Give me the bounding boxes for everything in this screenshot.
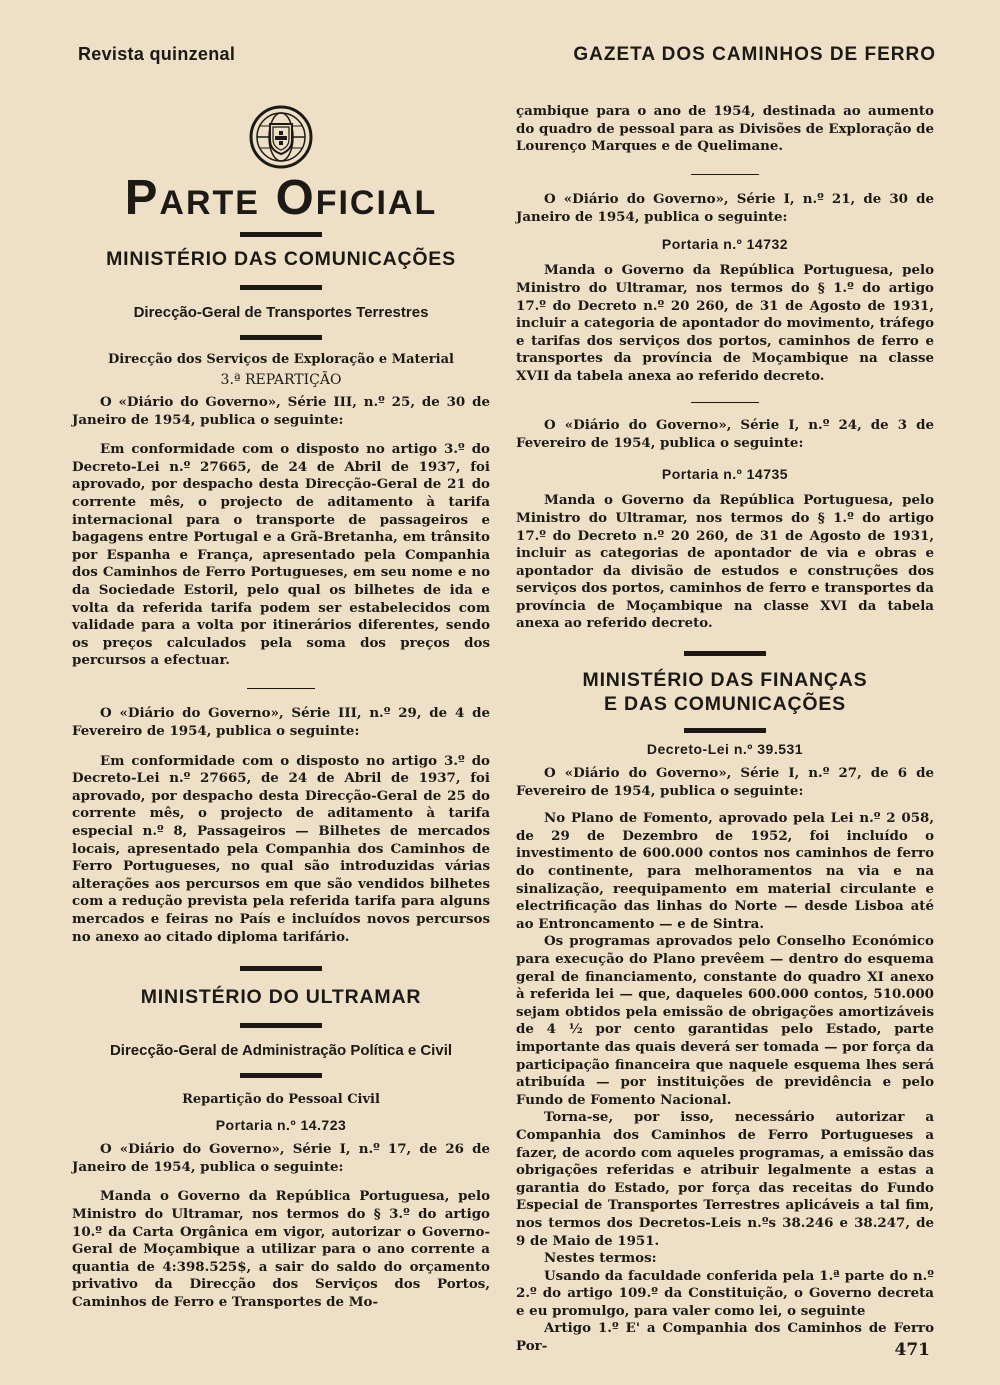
divider: [240, 285, 322, 290]
divider: [240, 1023, 322, 1028]
ministry-heading: MINISTÉRIO DAS COMUNICAÇÕES: [106, 248, 456, 270]
paragraph: Torna-se, por isso, necessário autorizar a Companhia dos Caminhos de Ferro Portugueses a fazer, de acordo com aqueles programas, a emissão das obrigações referidas e atribuir legalmente a estas a garantia do Estado, por força das receitas do Fundo Especial de Transportes Terrestres aplicáveis a tal fim, nos termos dos Decretos-Leis n.ºs 38.246 e 38.247, de 9 de Maio de 1951.: [516, 1109, 934, 1249]
directorate-heading: Direcção-Geral de Transportes Terrestres: [133, 304, 429, 321]
right-column: [516, 103, 934, 1356]
divider: [240, 1073, 322, 1078]
ministry-heading: MINISTÉRIO DO ULTRAMAR: [140, 986, 422, 1009]
paragraph: Nestes termos:: [544, 1250, 657, 1267]
ministry-heading: E DAS COMUNICAÇÕES: [604, 693, 846, 716]
ministry-heading: MINISTÉRIO DAS FINANÇAS: [582, 669, 868, 692]
left-column: [72, 100, 490, 1311]
coat-of-arms-icon: [248, 104, 314, 170]
department-heading: Repartição do Pessoal Civil: [182, 1092, 380, 1108]
divider: [691, 402, 759, 404]
divider: [247, 688, 315, 690]
divider: [684, 728, 766, 733]
paragraph: Em conformidade com o disposto no artigo 3.º do Decreto-Lei n.º 27665, de 24 de Abril de 1937, foi aprovado, por despacho desta Direcção-Geral de 25 do corrente mês, o projecto de aditamento à tarifa especial n.º 8, Passageiros — Bilhetes de mercados locais, apresentado pela Companhia dos Caminhos de Ferro Portugueses, no qual são introduzidas várias alterações aos percursos em que são vendidos bilhetes com a redução prevista pela referida tarifa para alguns mercados e feiras no País e incluídos novos percursos no anexo ao citado diploma tarifário.: [72, 752, 490, 945]
paragraph: O «Diário do Governo», Série I, n.º 24, de 3 de Fevereiro de 1954, publica o seguinte:: [516, 417, 934, 451]
department-heading: 3.ª REPARTIÇÃO: [220, 372, 342, 388]
paragraph: Usando da faculdade conferida pela 1.ª parte do n.º 2.º do artigo 109.º da Constituição, o Governo decreta e eu promulgo, para valer como lei, o seguinte: [516, 1267, 934, 1319]
divider: [240, 335, 322, 340]
paragraph: O «Diário do Governo», Série I, n.º 21, de 30 de Janeiro de 1954, publica o seguinte:: [516, 191, 934, 225]
paragraph: çambique para o ano de 1954, destinada ao aumento do quadro de pessoal para as Divisões de Exploração de Lourenço Marques e de Quelimane.: [516, 103, 934, 155]
page-number: 471: [894, 1340, 930, 1360]
paragraph: O «Diário do Governo», Série III, n.º 25, de 30 de Janeiro de 1954, publica o seguinte:: [72, 394, 490, 428]
divider: [240, 232, 322, 237]
paragraph: No Plano de Fomento, aprovado pela Lei n.º 2 058, de 29 de Dezembro de 1952, foi incluído o investimento de 600.000 contos nos caminhos de ferro do continente, para melhoramentos na via e na sinalização, reequipamento em material circulante e electrificação das linhas do Norte — desde Lisboa até ao Entroncamento — e de Sintra.: [516, 810, 934, 932]
service-heading: Direcção dos Serviços de Exploração e Material: [108, 352, 454, 367]
paragraph: Os programas aprovados pelo Conselho Económico para execução do Plano prevêem — dentro do esquema geral de financiamento, constante do quadro XI anexo à referida lei — que, daqueles 600.000 contos, 510.000 sejam obtidos pela emissão de obrigações amortizáveis de 4 ½ por cento garantidas pelo Estado, parte importante das quais deverá ser tomada — por força da participação financeira que naquele esquema lhes será atribuída — por instituições de previdência e pelo Fundo de Fomento Nacional.: [516, 933, 934, 1108]
portaria-heading: Portaria n.º 14735: [661, 466, 789, 483]
header-right: GAZETA DOS CAMINHOS DE FERRO: [573, 44, 936, 65]
page-title: Parte Oficial: [124, 171, 438, 225]
paragraph: Manda o Governo da República Portuguesa, pelo Ministro do Ultramar, nos termos do § 1.º do artigo 17.º do Decreto n.º 20 260, de 31 de Agosto de 1931, incluir as categorias de apontador de via e obras e apontador da divisão de estudos e construções dos serviços dos portos, caminhos de ferro e transportes da província de Moçambique na classe XVI da tabela anexa ao referido decreto.: [516, 492, 934, 632]
paragraph: Manda o Governo da República Portuguesa, pelo Ministro do Ultramar, nos termos do § 1.º do artigo 17.º do Decreto n.º 20 260, de 31 de Agosto de 1931, incluir a categoria de apontador do movimento, tráfego e tarifas dos serviços dos portos, caminhos de ferro e transportes da província de Moçambique na classe XVII da tabela anexa ao referido decreto.: [516, 262, 934, 385]
divider: [240, 966, 322, 971]
paragraph: Manda o Governo da República Portuguesa, pelo Ministro do Ultramar, nos termos do § 3.º do artigo 10.º da Carta Orgânica em vigor, autorizar o Governo-Geral de Moçambique a utilizar para o ano corrente a quantia de 4:398.525$, a sair do saldo do orçamento privativo da Direcção dos Serviços dos Portos, Caminhos de Ferro e Transportes de Mo-: [72, 1188, 490, 1310]
paragraph: Em conformidade com o disposto no artigo 3.º do Decreto-Lei n.º 27665, de 24 de Abril de 1937, foi aprovado, por despacho desta Direcção-Geral de 21 do corrente mês, o projecto de aditamento à tarifa internacional para o transporte de passageiros e bagagens entre Portugal e a Grã-Bretanha, em trânsito por Espanha e França, apresentado pela Companhia dos Caminhos de Ferro Portugueses, em seu nome e no da Sociedade Estoril, pelo qual os bilhetes de ida e volta da referida tarifa podem ser estabelecidos com validade para a volta por itinerários diferentes, sendo os preços calculados pela soma dos preços dos percursos a efectuar.: [72, 441, 490, 669]
divider: [684, 651, 766, 656]
paragraph: O «Diário do Governo», Série III, n.º 29, de 4 de Fevereiro de 1954, publica o seguinte:: [72, 705, 490, 739]
portaria-heading: Portaria n.º 14732: [661, 236, 789, 253]
directorate-heading: Direcção-Geral de Administração Política e Civil: [109, 1042, 453, 1060]
divider: [691, 174, 759, 176]
header-left: Revista quinzenal: [78, 44, 236, 64]
paragraph: O «Diário do Governo», Série I, n.º 27, de 6 de Fevereiro de 1954, publica o seguinte:: [516, 765, 934, 799]
portaria-heading: Portaria n.º 14.723: [215, 1117, 347, 1134]
paragraph: Artigo 1.º E' a Companhia dos Caminhos de Ferro Por-: [516, 1320, 934, 1355]
decree-heading: Decreto-Lei n.º 39.531: [646, 741, 804, 758]
paragraph: O «Diário do Governo», Série I, n.º 17, de 26 de Janeiro de 1954, publica o seguinte:: [72, 1141, 490, 1175]
